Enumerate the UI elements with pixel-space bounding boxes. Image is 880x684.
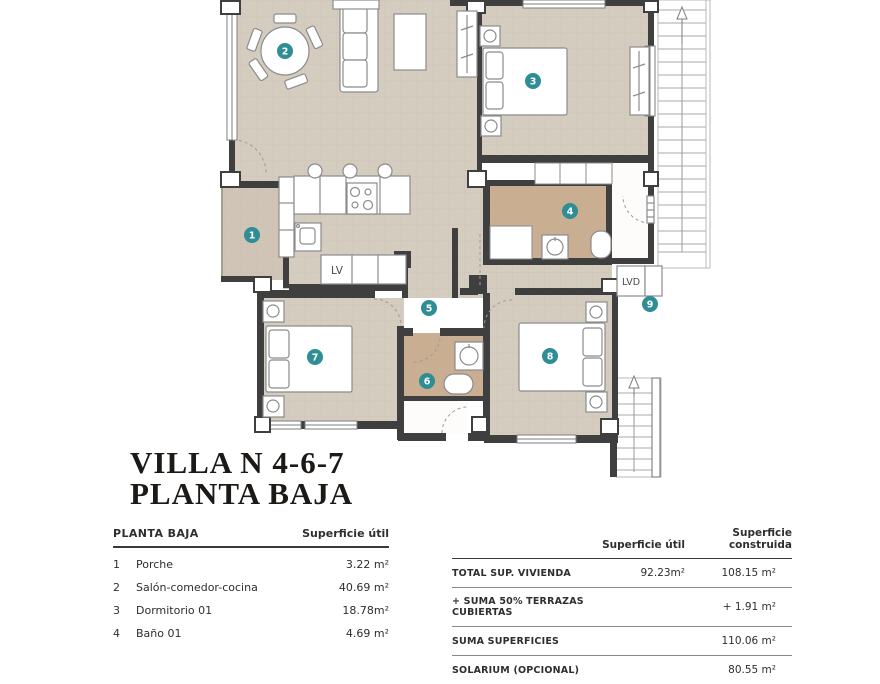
- row-number: 1: [113, 558, 120, 571]
- svg-text:5: 5: [425, 303, 433, 315]
- laundry-label: LVD: [621, 277, 641, 288]
- coffee-table: [394, 14, 426, 70]
- built-area-value: 110.06 m²: [721, 635, 776, 647]
- row-number: 4: [113, 627, 120, 640]
- svg-text:3: 3: [529, 76, 537, 88]
- bathroom2-sink-icon: [455, 342, 483, 370]
- bathroom1-sink-icon: [542, 235, 568, 259]
- window-bedroom3-bottom: [517, 435, 576, 443]
- section-label: PLANTA BAJA: [113, 527, 199, 540]
- svg-text:2: 2: [281, 46, 289, 58]
- svg-text:7: 7: [311, 352, 319, 364]
- built-area-value: + 1.91 m²: [722, 601, 776, 613]
- room-name: Porche: [136, 558, 174, 571]
- table-row: [452, 588, 792, 627]
- sum-label: SUMA SUPERFICIES: [452, 635, 560, 647]
- room-areas-table: [113, 527, 389, 640]
- table-row: [113, 581, 389, 594]
- built-area-value: 80.55 m²: [728, 664, 776, 676]
- useful-area-value: 92.23m²: [640, 567, 685, 579]
- window-living-left: [227, 10, 237, 140]
- entry-corridor-floor: [612, 163, 648, 263]
- plan-title-line1: VILLA N 4-6-7: [130, 445, 345, 480]
- svg-text:9: 9: [646, 299, 654, 311]
- totals-table-header: [452, 527, 792, 559]
- room-area: 4.69 m²: [345, 627, 389, 640]
- table-row: [113, 558, 389, 571]
- stairs-bottom-right: [616, 376, 661, 477]
- kitchen-sink-icon: [295, 223, 321, 251]
- table-row: [113, 627, 389, 640]
- bathroom2-toilet-icon: [444, 374, 473, 394]
- svg-text:1: 1: [248, 230, 256, 242]
- dishwasher-label: LV: [331, 265, 343, 277]
- room-area: 18.78m²: [342, 604, 389, 617]
- closet-strip: [535, 163, 612, 184]
- totals-table: [452, 527, 792, 684]
- room-name: Salón-comedor-cocina: [136, 581, 258, 594]
- table-row: [452, 627, 792, 656]
- room-area: 40.69 m²: [338, 581, 389, 594]
- marker-bedroom-2: [307, 349, 323, 365]
- spacer: [452, 551, 602, 558]
- plan-title: [130, 447, 353, 509]
- window-bedroom1-top: [523, 0, 605, 8]
- window-bedroom2-bottom: [267, 421, 357, 429]
- svg-text:4: 4: [566, 206, 574, 218]
- stove-icon: [347, 183, 377, 214]
- marker-laundry: [642, 296, 658, 312]
- total-label: TOTAL SUP. VIVIENDA: [452, 567, 571, 579]
- vestibule-floor: [404, 400, 468, 434]
- room-areas-table-header: [113, 527, 389, 548]
- terraces-label: + SUMA 50% TERRAZAS CUBIERTAS: [452, 596, 584, 618]
- svg-text:6: 6: [423, 376, 431, 388]
- useful-area-column-header: Superficie útil: [302, 527, 389, 540]
- svg-text:8: 8: [546, 351, 554, 363]
- row-number: 3: [113, 604, 120, 617]
- plan-title-line2: PLANTA BAJA: [130, 476, 354, 511]
- wardrobe-bedroom1: [630, 47, 649, 115]
- table-row: [452, 656, 792, 684]
- marker-living-room: [277, 43, 293, 59]
- tv-cabinet: [333, 0, 379, 9]
- marker-bathroom-2: [419, 373, 435, 389]
- shower: [490, 226, 532, 259]
- marker-porch: [244, 227, 260, 243]
- room-name: Baño 01: [136, 627, 182, 640]
- room-area: 3.22 m²: [345, 558, 389, 571]
- marker-bedroom-1: [525, 73, 541, 89]
- built-area-column-header: Superficie construida: [728, 527, 792, 551]
- bar-stools: [308, 164, 392, 178]
- marker-bedroom-3: [542, 348, 558, 364]
- row-number: 2: [113, 581, 120, 594]
- solarium-label: SOLARIUM (OPCIONAL): [452, 664, 580, 676]
- marker-hall: [421, 300, 437, 316]
- table-row: [452, 559, 792, 588]
- coat-closet: [457, 11, 477, 77]
- bathroom1-toilet-icon: [591, 231, 611, 258]
- table-row: [113, 604, 389, 617]
- exterior-door-panel: [647, 196, 654, 223]
- sofa: [340, 2, 378, 92]
- marker-bathroom-1: [562, 203, 578, 219]
- useful-area-column-header: Superficie útil: [602, 539, 685, 551]
- stairs-top-right: [658, 0, 710, 268]
- built-area-value: 108.15 m²: [721, 567, 776, 579]
- room-name: Dormitorio 01: [136, 604, 213, 617]
